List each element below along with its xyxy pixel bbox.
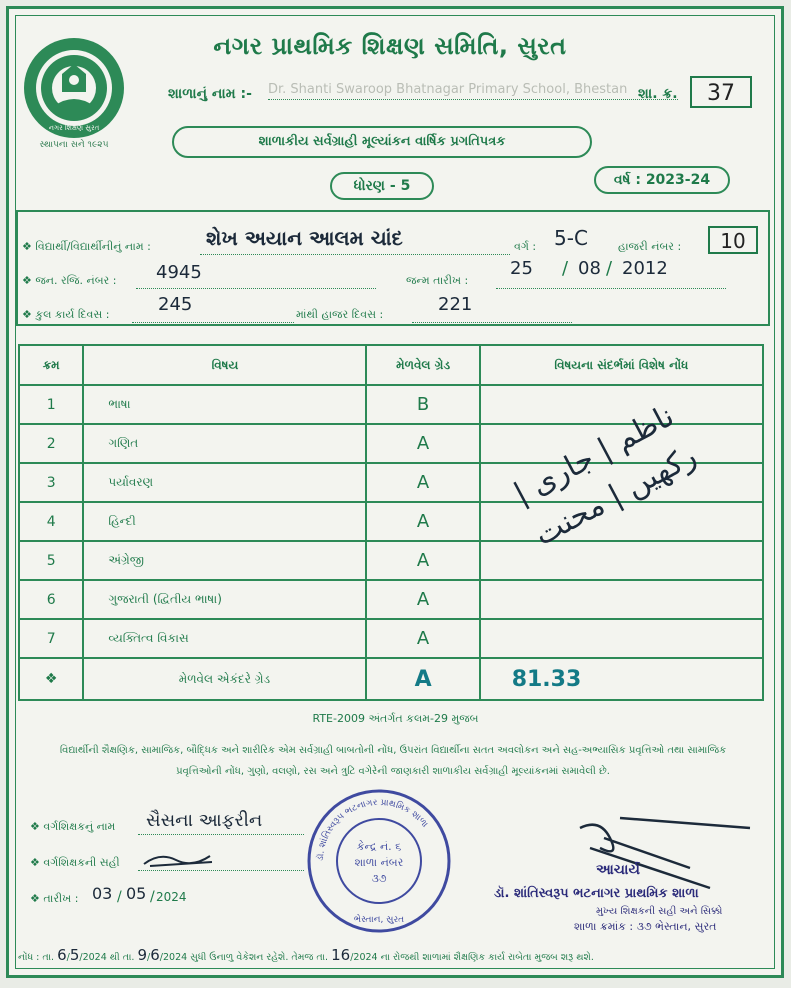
row-subject: ગણિત: [83, 424, 366, 463]
roll-number: 10: [708, 226, 758, 254]
stamp-line3: ૩૭: [371, 872, 387, 885]
percent-value: 81.33: [511, 666, 582, 692]
row-subject: વ્યક્તિત્વ વિકાસ: [83, 619, 366, 658]
col-grade: મેળવેલ ગ્રેડ: [366, 345, 479, 385]
table-row: [19, 619, 763, 658]
school-name-label: શાળાનું નામ :-: [168, 86, 252, 102]
roll-label: હાજરી નંબર :: [618, 240, 682, 253]
principal-title: આચાર્ય: [596, 862, 640, 878]
row-remark: [480, 619, 763, 658]
reg-label: ❖ જન. રજિ. નંબર :: [22, 274, 117, 287]
note-suffix: /2024 ના રોજથી શાળામાં શૈક્ષણિક કાર્ય રાબેતા મુજબ શરૂ થશે.: [350, 952, 594, 963]
row-no: 1: [19, 385, 83, 424]
school-number-label: શા. ક્ર.: [638, 86, 678, 102]
row-grade: B: [366, 385, 479, 424]
col-remark: વિષયના સંદર્ભમાં વિશેષ નોંધ: [480, 345, 763, 385]
row-subject: ભાષા: [83, 385, 366, 424]
present-days: 221: [438, 294, 473, 315]
row-grade: A: [366, 463, 479, 502]
handwritten-remark-text: ناظم | جاری | رکھیں | محنت: [508, 398, 703, 554]
row-subject: અંગ્રેજી: [83, 541, 366, 580]
row-no: 6: [19, 580, 83, 619]
reg-number: 4945: [156, 262, 202, 283]
principal-signature-icon: [560, 808, 760, 898]
row-subject: પર્યાવરણ: [83, 463, 366, 502]
row-grade: A: [366, 502, 479, 541]
row-subject: ગુજરાતી (દ્વિતીય ભાષા): [83, 580, 366, 619]
teacher-name: સૈસના આફરીન: [146, 810, 263, 831]
note-resume-day: 16: [331, 946, 351, 964]
standard-badge: ધોરણ - 5: [330, 172, 434, 200]
present-days-label: માંથી હાજર દિવસ :: [296, 308, 384, 321]
note-to-month: 6: [150, 946, 160, 964]
principal-number: શાળા ક્રમાંક : ૩૭ ભેસ્તાન, સુરત: [574, 920, 717, 933]
row-grade: A: [366, 619, 479, 658]
row-no: 7: [19, 619, 83, 658]
dob-day: 25: [510, 258, 533, 279]
stamp-bottom: ભેસ્તાન, સુરત: [353, 915, 405, 925]
report-title: શાળાકીય સર્વગ્રાહી મૂલ્યાંકન વાર્ષિક પ્રગતિપત્રક: [172, 126, 592, 158]
student-name-label: ❖ વિદ્યાર્થી/વિદ્યાર્થીનીનું નામ :: [22, 240, 151, 253]
page-title: નગર પ્રાથમિક શિક્ષણ સમિતિ, સુરત: [213, 32, 567, 60]
logo-text: નગર શિક્ષણ સુરત: [48, 124, 100, 132]
table-header-row: [19, 345, 763, 385]
date-sep1: /: [117, 889, 122, 905]
row-no: 4: [19, 502, 83, 541]
class-value: 5-C: [554, 226, 588, 250]
total-label: મેળવેલ એકંદરે ગ્રેડ: [83, 658, 366, 700]
note-prefix: નોંધ : તા.: [18, 952, 55, 963]
present-days-dotline: [412, 322, 572, 323]
work-days-label: ❖ કુલ કાર્ય દિવસ :: [22, 308, 110, 321]
vacation-note: નોંધ : તા. 6/5/2024 થી તા. 9/6/2024 સુધી ઉનાળુ વેકેશન રહેશે. તેમજ તા. 16/2024 ના રોજથી શાળામાં શૈક્ષણિક કાર્ય રાબેતા મુજબ શરૂ થશે.: [18, 946, 594, 964]
teacher-name-dotline: [138, 834, 304, 835]
dob-dotline: [496, 288, 726, 289]
total-row: [19, 658, 763, 700]
school-stamp-icon: [304, 786, 454, 936]
principal-subtitle: મુખ્ય શિક્ષકની સહી અને સિક્કો: [596, 906, 723, 917]
teacher-name-label: ❖ વર્ગશિક્ષકનું નામ: [30, 820, 116, 833]
row-subject: હિન્દી: [83, 502, 366, 541]
board-emblem-icon: [22, 36, 126, 140]
stamp-ring-text: ડૉ. શાંતિસ્વરૂપ ભટનાગર પ્રાથમિક શાળા: [315, 797, 430, 862]
description: વિદ્યાર્થીની શૈક્ષણિક, સામાજિક, બૌદ્ધિક અને શારીરિક એમ સર્વગ્રાહી બાબતોની નોંધ, ઉપરાંત વિદ્યાર્થીના સતત અવલોકન અને સહ-અભ્યાસિક પ્રવૃત્તિઓ તથા સામાજિક પ્રવૃત્તિઓની નોંધ, ગુણો, વલણો, રસ અને ત્રુટિ વગેરેની જાણકારી શાળાકીય સર્વગ્રાહી મૂલ્યાંકનમાં સમાવેલી છે.: [59, 745, 727, 777]
total-marker: ❖: [19, 658, 83, 700]
row-grade: A: [366, 424, 479, 463]
stamp-line1: કેન્દ્ર નં. ૬: [356, 840, 402, 853]
teacher-sign-label: ❖ વર્ગશિક્ષકની સહી: [30, 856, 120, 869]
row-no: 2: [19, 424, 83, 463]
stamp-line2: શાળા નંબર: [354, 856, 404, 869]
work-days: 245: [158, 294, 193, 315]
principal-school: ડૉ. શાંતિસ્વરૂપ ભટનાગર પ્રાથમિક શાળા: [494, 886, 699, 901]
date-day: 03: [92, 884, 113, 903]
date-label: ❖ તારીખ :: [30, 892, 79, 905]
class-label: વર્ગ :: [514, 240, 537, 253]
handwritten-remark: [470, 390, 730, 620]
row-grade: A: [366, 541, 479, 580]
dob-year: 2012: [622, 258, 668, 279]
school-number: 37: [690, 76, 752, 108]
row-grade: A: [366, 580, 479, 619]
teacher-signature-icon: [140, 846, 220, 872]
note-mid2: /2024 સુધી ઉનાળુ વેકેશન રહેશે. તેમજ તા.: [159, 952, 329, 963]
total-grade: A: [366, 658, 479, 700]
reg-dotline: [136, 288, 376, 289]
dob-sep2: /: [606, 258, 613, 279]
logo-caption: સ્થાપના સને ૧૯૨૫: [39, 140, 109, 150]
name-dotline: [200, 254, 510, 255]
work-days-dotline: [132, 322, 294, 323]
col-subject: વિષય: [83, 345, 366, 385]
percent-cell: [480, 658, 763, 700]
row-no: 3: [19, 463, 83, 502]
dob-month: 08: [578, 258, 601, 279]
dob-label: જન્મ તારીખ :: [406, 274, 469, 287]
year-badge: વર્ષ : 2023-24: [594, 166, 730, 194]
school-name: Dr. Shanti Swaroop Bhatnagar Primary School, Bhestan: [268, 82, 678, 100]
col-no: ક્રમ: [19, 345, 83, 385]
rte-line: RTE-2009 અંતર્ગત કલમ-29 મુજબ: [312, 712, 479, 725]
note-mid1: /2024 થી તા.: [79, 952, 135, 963]
note-from-month: 5: [69, 946, 80, 964]
note-from-day: 6: [57, 946, 67, 964]
student-name: શેખ અયાન આલમ ચાંદ: [206, 226, 403, 250]
dob-sep1: /: [562, 258, 569, 279]
note-to-day: 9: [137, 946, 148, 964]
date-sep2: /: [150, 889, 155, 905]
date-year: 2024: [156, 890, 187, 904]
row-no: 5: [19, 541, 83, 580]
date-month: 05: [126, 884, 147, 903]
